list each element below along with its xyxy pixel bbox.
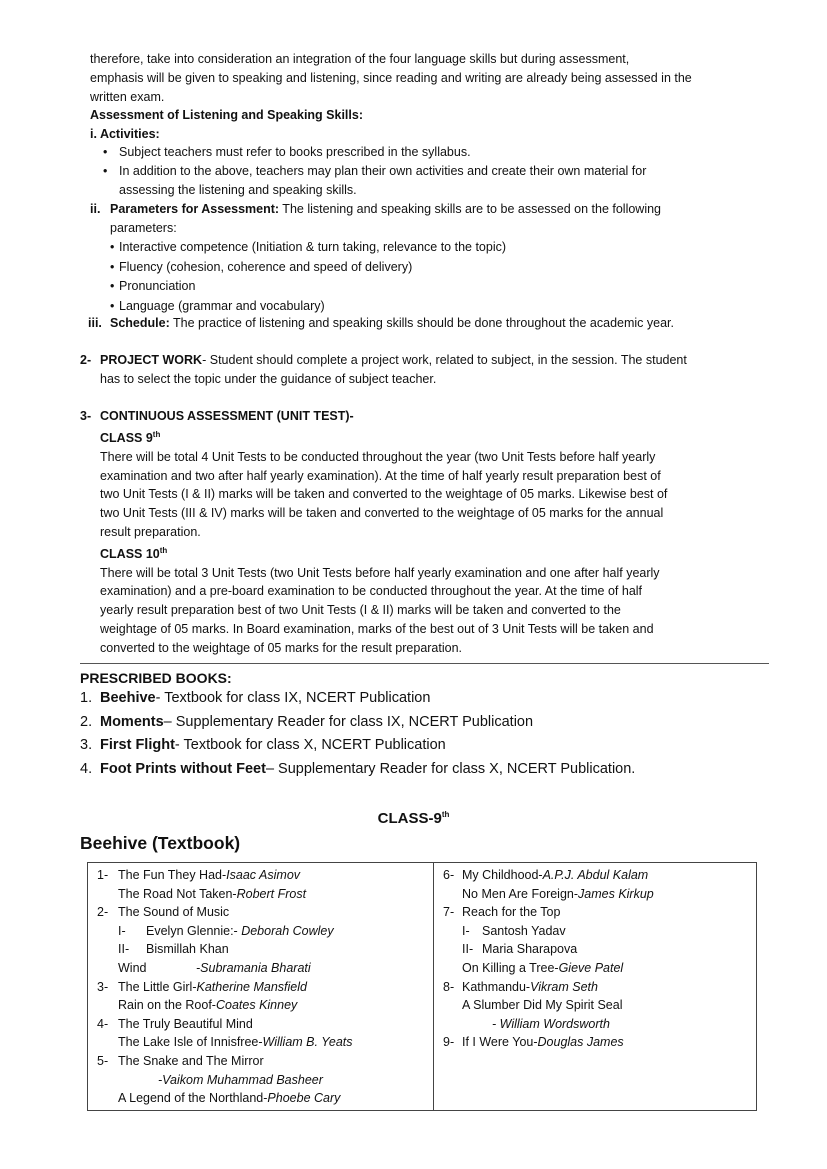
list-item: Wind -Subramania Bharati <box>118 960 311 975</box>
beehive-heading: Beehive (Textbook) <box>80 833 241 853</box>
list-item: 6- My Childhood-A.P.J. Abdul Kalam <box>443 868 649 882</box>
list-item: 2- The Sound of Music <box>97 905 230 920</box>
list-item: I- Evelyn Glennie:- Deborah Cowley <box>118 923 334 938</box>
list-item: A Legend of the Northland-Phoebe Cary <box>118 1091 341 1106</box>
list-item: 1- The Fun They Had-Isaac Asimov <box>97 868 301 882</box>
intro-line: therefore, take into consideration an integration of the four language skills but during assessment, <box>90 52 630 66</box>
bullet-item: • Subject teachers must refer to books prescribed in the syllabus. <box>101 143 759 162</box>
list-item: 8- Kathmandu-Vikram Seth <box>443 979 598 994</box>
parameters-list <box>108 238 506 316</box>
prescribed-heading: PRESCRIBED BOOKS: <box>80 670 232 686</box>
schedule-num: iii. <box>88 316 102 330</box>
list-item: No Men Are Foreign-James Kirkup <box>462 886 654 901</box>
parameter-item: • Pronunciation <box>108 277 506 297</box>
class-heading: CLASS-9th <box>377 810 450 827</box>
list-item: The Lake Isle of Innisfree-William B. Yeats <box>118 1035 353 1050</box>
class9-line: two Unit Tests (I & II) marks will be taken and converted to the weightage of 05 marks. Likewise best of <box>100 487 668 502</box>
continuous-label: CONTINUOUS ASSESSMENT (UNIT TEST)- <box>100 409 354 423</box>
book-item: 2. Moments– Supplementary Reader for class IX, NCERT Publication <box>80 713 534 730</box>
continuous-assessment-block <box>80 407 759 658</box>
activities-label: i. Activities: <box>90 127 160 141</box>
intro-line: emphasis will be given to speaking and listening, since reading and writing are already being assessed in the <box>90 70 692 85</box>
parameters-text: The listening and speaking skills are to be assessed on the following <box>279 202 662 216</box>
activities-list <box>101 143 759 199</box>
class9-line: examination and two after half yearly examination). At the time of half yearly result preparation best of <box>100 468 661 483</box>
class9-line: There will be total 4 Unit Tests to be conducted throughout the year (two Unit Tests before half yearly <box>100 449 656 464</box>
list-item: -Vaikom Muhammad Basheer <box>158 1072 323 1087</box>
schedule-label: Schedule: <box>110 316 170 330</box>
list-item: - William Wordsworth <box>492 1016 610 1031</box>
project-line: has to select the topic under the guidance of subject teacher. <box>100 371 437 386</box>
parameter-item: • Language (grammar and vocabulary) <box>108 297 506 317</box>
prescribed-books-list <box>80 687 770 781</box>
list-item: 5- The Snake and The Mirror <box>97 1053 264 1068</box>
list-item: The Road Not Taken-Robert Frost <box>118 886 307 901</box>
list-item: I- Santosh Yadav <box>462 923 566 938</box>
book-item: 4. Foot Prints without Feet– Supplementary Reader for class X, NCERT Publication. <box>80 760 636 777</box>
class9-line: two Unit Tests (III & IV) marks will be taken and converted to the weightage of 05 marks for the annual <box>100 506 664 521</box>
intro-paragraph <box>90 50 759 106</box>
list-item: Rain on the Roof-Coates Kinney <box>118 998 298 1013</box>
schedule-text: The practice of listening and speaking skills should be done throughout the academic year. <box>169 316 675 330</box>
list-item: 7- Reach for the Top <box>443 905 561 920</box>
list-item: On Killing a Tree-Gieve Patel <box>462 960 624 975</box>
list-item: 9- If I Were You-Douglas James <box>443 1035 624 1050</box>
class10-line: weightage of 05 marks. In Board examination, marks of the best out of 3 Unit Tests will be taken and <box>100 622 654 637</box>
bullet-item-continuation: assessing the listening and speaking skills. <box>119 182 357 197</box>
class10-line: yearly result preparation best of two Unit Tests (I & II) marks will be taken and converted to the <box>100 603 621 618</box>
parameters-label: Parameters for Assessment: <box>110 202 280 216</box>
list-item: 3- The Little Girl-Katherine Mansfield <box>97 979 307 994</box>
parameter-item: • Interactive competence (Initiation & turn taking, relevance to the topic) <box>108 238 506 258</box>
project-line: - Student should complete a project work, related to subject, in the session. The student <box>202 353 687 367</box>
continuous-num: 3- <box>80 409 92 423</box>
schedule-line <box>88 314 759 333</box>
class9-line: result preparation. <box>100 524 201 539</box>
class10-line: examination) and a pre-board examination to be conducted throughout the year. At the time of half <box>100 584 643 599</box>
parameter-item: • Fluency (cohesion, coherence and speed of delivery) <box>108 258 506 278</box>
class10-line: converted to the weightage of 05 marks for the result preparation. <box>100 640 463 655</box>
book-item: 1. Beehive- Textbook for class IX, NCERT Publication <box>80 690 431 706</box>
right-column <box>434 863 757 1111</box>
class10-line: There will be total 3 Unit Tests (two Unit Tests before half yearly examination and one after half yearly <box>100 565 660 580</box>
project-num: 2- <box>80 353 92 367</box>
list-item: II- Bismillah Khan <box>118 942 229 957</box>
list-item: II- Maria Sharapova <box>462 942 578 957</box>
left-column <box>88 863 434 1111</box>
class10-label: CLASS 10th <box>100 545 168 561</box>
syllabus-table <box>87 862 757 1111</box>
intro-line: written exam. <box>90 89 165 104</box>
class9-label: CLASS 9th <box>100 429 161 445</box>
parameters-text-2: parameters: <box>110 220 177 235</box>
bullet-item: • In addition to the above, teachers may plan their own activities and create their own material for <box>101 162 759 181</box>
parameters-block <box>90 200 759 238</box>
assessment-heading: Assessment of Listening and Speaking Skills: <box>90 108 363 122</box>
list-item: A Slumber Did My Spirit Seal <box>462 998 623 1013</box>
book-item: 3. First Flight- Textbook for class X, NCERT Publication <box>80 737 446 753</box>
project-label: PROJECT WORK <box>100 353 203 367</box>
list-item: 4- The Truly Beautiful Mind <box>97 1016 253 1031</box>
section-divider <box>80 663 769 664</box>
project-work-block <box>80 351 759 389</box>
parameters-num: ii. <box>90 202 101 216</box>
